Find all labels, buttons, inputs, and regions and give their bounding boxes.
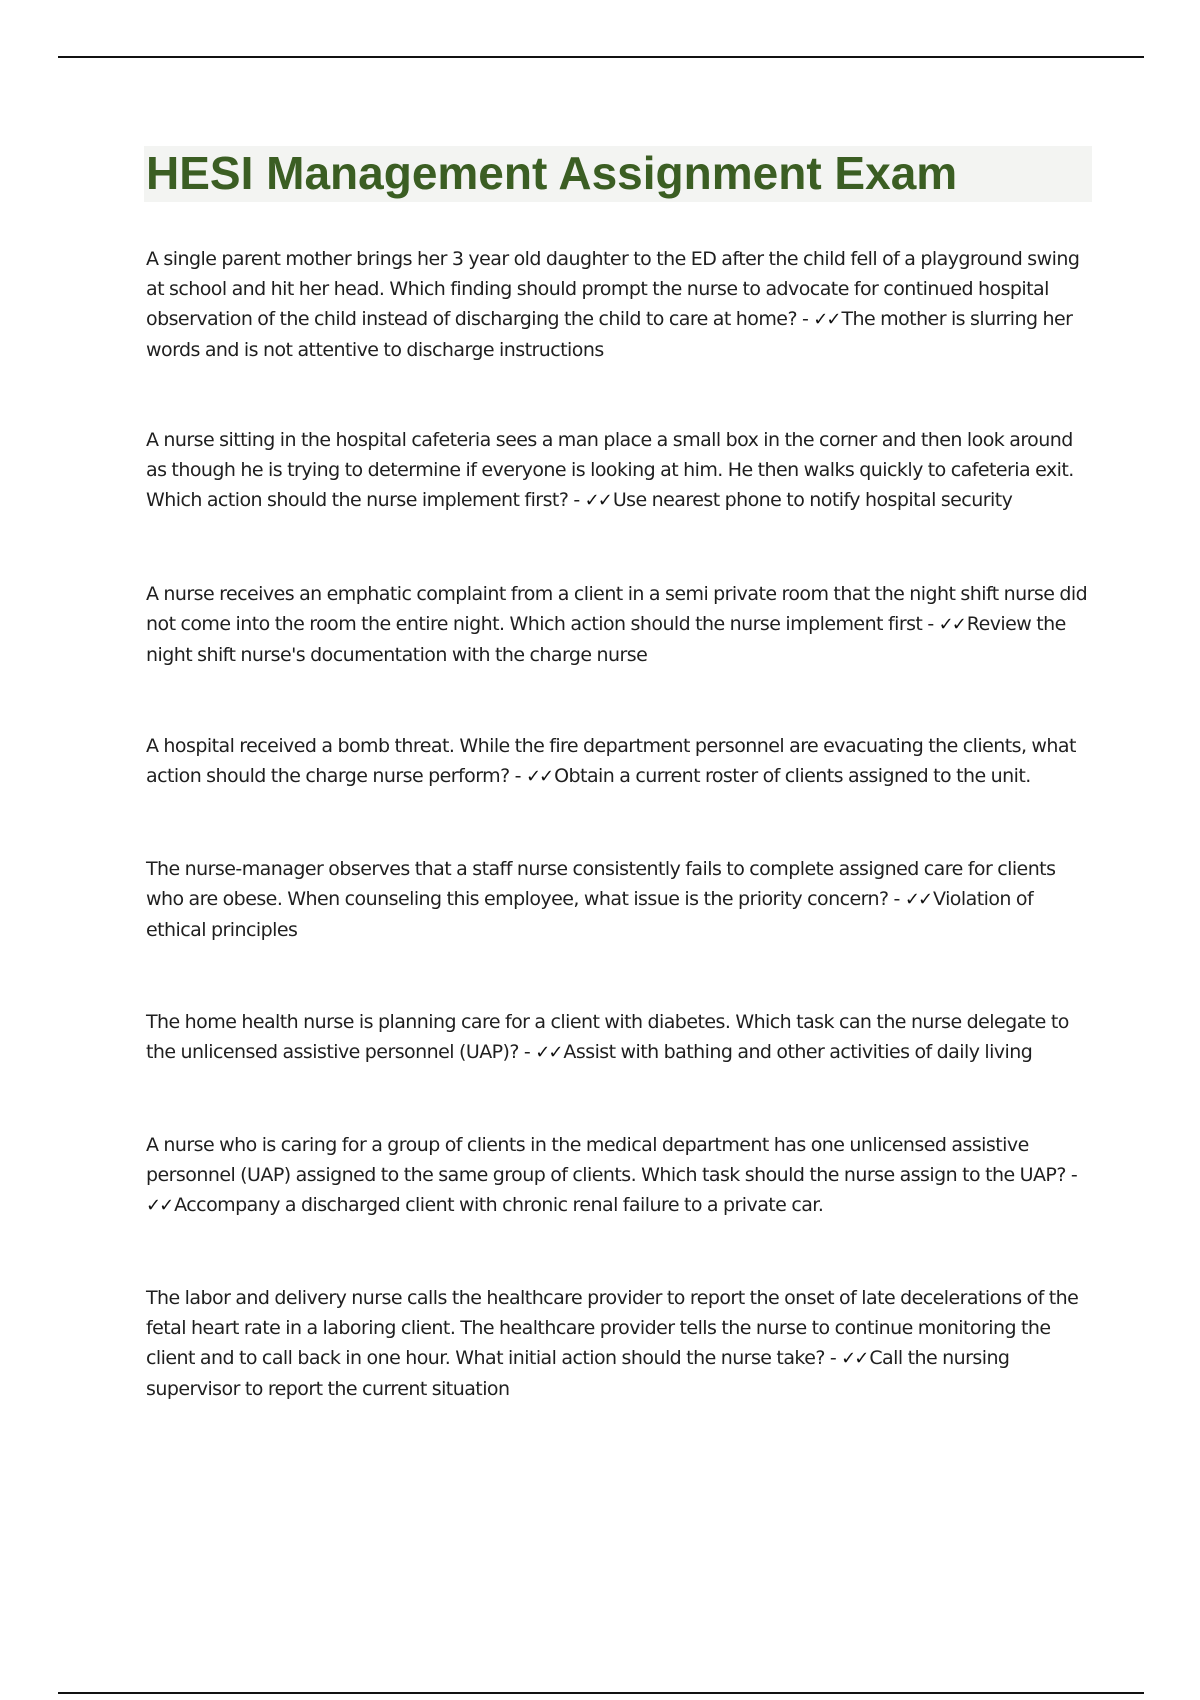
page-title: HESI Management Assignment Exam xyxy=(146,147,958,199)
check-icon: ✓✓ xyxy=(841,1348,868,1369)
qa-item-5 xyxy=(146,854,1096,945)
qa-item-4 xyxy=(146,731,1096,792)
check-icon: ✓✓ xyxy=(535,1042,562,1063)
bottom-rule xyxy=(58,1692,1144,1694)
answer-text: Assist with bathing and other activities of daily living xyxy=(563,1041,1033,1063)
check-icon: ✓✓ xyxy=(813,309,840,330)
qa-item-7 xyxy=(146,1130,1096,1221)
question-text: A single parent mother brings her 3 year old daughter to the ED after the child fell of a playground swing at school and hit her head. Which finding should prompt the nurse to advocate for continued hospital observation of the child instead of discharging the child to care at home? - xyxy=(146,248,1080,330)
question-text: The home health nurse is planning care for a client with diabetes. Which task can the nurse delegate to the unlicensed assistive personnel (UAP)? - xyxy=(146,1011,1069,1063)
answer-text: The mother is slurring her words and is not attentive to discharge instructions xyxy=(146,308,1073,361)
question-text: The nurse-manager observes that a staff nurse consistently fails to complete assigned care for clients who are obese. When counseling this employee, what issue is the priority concern? - xyxy=(146,858,1056,910)
check-icon: ✓✓ xyxy=(525,766,553,787)
question-text: A hospital received a bomb threat. While the fire department personnel are evacuating the clients, what action should the charge nurse perform? - xyxy=(146,735,1076,787)
question-text: The labor and delivery nurse calls the healthcare provider to report the onset of late decelerations of the fetal heart rate in a laboring client. The healthcare provider tells the nurse to continue monitoring the client and to call back in one hour. What initial action should the nurse take? - xyxy=(146,1287,1079,1369)
qa-item-1 xyxy=(146,244,1096,365)
answer-text: Call the nursing supervisor to report the current situation xyxy=(146,1347,1010,1400)
question-text: A nurse who is caring for a group of clients in the medical department has one unlicensed assistive personnel (UAP) assigned to the same group of clients. Which task should the nurse assign to the UAP? - xyxy=(146,1134,1078,1186)
qa-item-6 xyxy=(146,1007,1096,1068)
answer-text: Obtain a current roster of clients assigned to the unit. xyxy=(554,765,1031,787)
check-icon: ✓✓ xyxy=(146,1195,173,1216)
top-rule xyxy=(58,56,1144,58)
question-text: A nurse receives an emphatic complaint from a client in a semi private room that the night shift nurse did not come into the room the entire night. Which action should the nurse implement first - xyxy=(146,583,1088,635)
qa-item-8 xyxy=(146,1283,1096,1404)
check-icon: ✓✓ xyxy=(938,614,965,635)
qa-item-2 xyxy=(146,425,1096,516)
question-text: A nurse sitting in the hospital cafeteria sees a man place a small box in the corner and then look around as though he is trying to determine if everyone is looking at him. He then walks quickly to cafeteria exit. Which action should the nurse implement first? - xyxy=(146,429,1074,511)
answer-text: Use nearest phone to notify hospital security xyxy=(612,489,1013,511)
answer-text: Violation of ethical principles xyxy=(146,888,1034,941)
answer-text: Accompany a discharged client with chronic renal failure to a private car. xyxy=(174,1194,824,1216)
check-icon: ✓✓ xyxy=(904,889,932,910)
qa-item-3 xyxy=(146,579,1096,670)
answer-text: Review the night shift nurse's documentation with the charge nurse xyxy=(146,613,1066,666)
check-icon: ✓✓ xyxy=(584,490,611,511)
